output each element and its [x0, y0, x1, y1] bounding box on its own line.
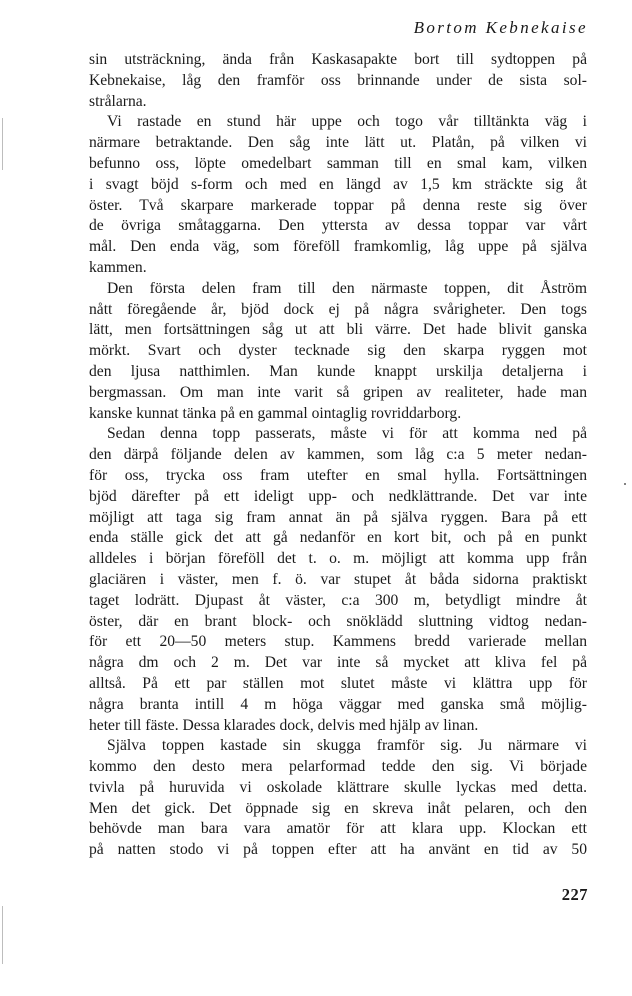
- text-line: för oss, trycka oss fram utefter en smal hylla. Fortsättningen: [89, 466, 587, 484]
- text-line: strålarna.: [89, 92, 147, 110]
- text-line: taget lodrätt. Djupast åt väster, c:a 300 m, betydligt mindre åt: [89, 591, 587, 609]
- text-line: kanske kunnat tänka på en gammal ointaglig rovriddarborg.: [89, 404, 462, 422]
- text-line: kommo den desto mera pelarformad tedde den sig. Vi började: [89, 758, 587, 776]
- text-line: Den första delen fram till den närmaste toppen, dit Åström: [107, 279, 587, 297]
- text-line: alltså. På ett par ställen mot slutet måste vi klättra upp för: [89, 674, 587, 692]
- text-line: mörkt. Svart och dyster tecknade sig den skarpa ryggen mot: [89, 342, 587, 360]
- body-text: [89, 50, 587, 861]
- text-line: den därpå följande delen av kammen, som låg c:a 5 meter nedan-: [89, 446, 587, 464]
- text-line: några branta intill 4 m höga väggar med ganska små möjlig-: [89, 695, 587, 713]
- text-line: Kebnekaise, låg den framför oss brinnande under de sista sol-: [89, 71, 587, 89]
- text-line: heter till fäste. Dessa klarades dock, delvis med hjälp av linan.: [89, 716, 479, 734]
- text-line: kammen.: [89, 258, 147, 276]
- text-line: öster. Två skarpare markerade toppar på denna reste sig över: [89, 196, 587, 214]
- stray-mark: [624, 483, 626, 485]
- text-line: öster, där en brant block- och snöklädd sluttning vidtog nedan-: [89, 612, 587, 630]
- text-line: de övriga småtaggarna. Den yttersta av dessa toppar var vårt: [89, 217, 587, 235]
- text-line: i svagt böjd s-form och med en längd av 1,5 km sträckte sig åt: [89, 175, 587, 193]
- text-line: Men det gick. Det öppnade sig en skreva inåt pelaren, och den: [89, 799, 587, 817]
- page-edge-mark: [2, 906, 3, 964]
- text-line: mål. Den enda väg, som föreföll framkomlig, låg uppe på själva: [89, 238, 587, 256]
- text-line: några dm och 2 m. Det var inte så mycket att kliva fel på: [89, 654, 587, 672]
- text-line: lätt, men fortsättningen såg ut att bli värre. Det hade blivit ganska: [89, 321, 587, 339]
- text-line: tvivla på huruvida vi oskolade klättrare skulle lyckas med detta.: [89, 778, 587, 796]
- text-line: den ljusa natthimlen. Man kunde knappt urskilja detaljerna i: [89, 362, 587, 380]
- text-line: sin utsträckning, ända från Kaskasapakte bort till sydtoppen på: [89, 51, 587, 68]
- text-line: Sedan denna topp passerats, måste vi för att komma ned på: [107, 425, 587, 443]
- text-line: bjöd därefter på ett ideligt upp- och nedklättrande. Det var inte: [89, 487, 587, 505]
- text-line: närmare betraktande. Den såg inte lätt ut. Platån, på vilken vi: [89, 134, 587, 152]
- text-line: bergmassan. Om man inte varit så gripen av realiteter, hade man: [89, 383, 587, 401]
- text-line: Själva toppen kastade sin skugga framför sig. Ju närmare vi: [107, 737, 587, 755]
- running-title: Bortom Kebnekaise: [413, 18, 588, 37]
- text-line: behövde man bara vara amatör för att klara upp. Klockan ett: [89, 820, 587, 838]
- text-line: för ett 20—50 meters stup. Kammens bredd varierade mellan: [89, 633, 587, 651]
- page-edge-mark: [2, 118, 3, 170]
- text-line: nått föregående år, bjöd dock ej på några svårigheter. Den togs: [89, 300, 587, 318]
- page-number: 227: [561, 885, 588, 904]
- text-line: befunno oss, löpte omedelbart samman till en smal kam, vilken: [89, 154, 587, 172]
- text-line: möjligt att taga sig fram annat än på själva ryggen. Bara på ett: [89, 508, 587, 526]
- text-line: alldeles i början föreföll det t. o. m. möjligt att komma upp från: [89, 550, 587, 568]
- text-line: glaciären i väster, men f. ö. var stupet åt båda sidorna praktiskt: [89, 570, 587, 588]
- text-line: på natten stodo vi på toppen efter att ha använt en tid av 50: [89, 841, 587, 859]
- text-line: Vi rastade en stund här uppe och togo vår tilltänkta väg i: [107, 113, 587, 131]
- text-line: enda ställe gick det att gå nedanför en kort bit, och på en punkt: [89, 529, 587, 547]
